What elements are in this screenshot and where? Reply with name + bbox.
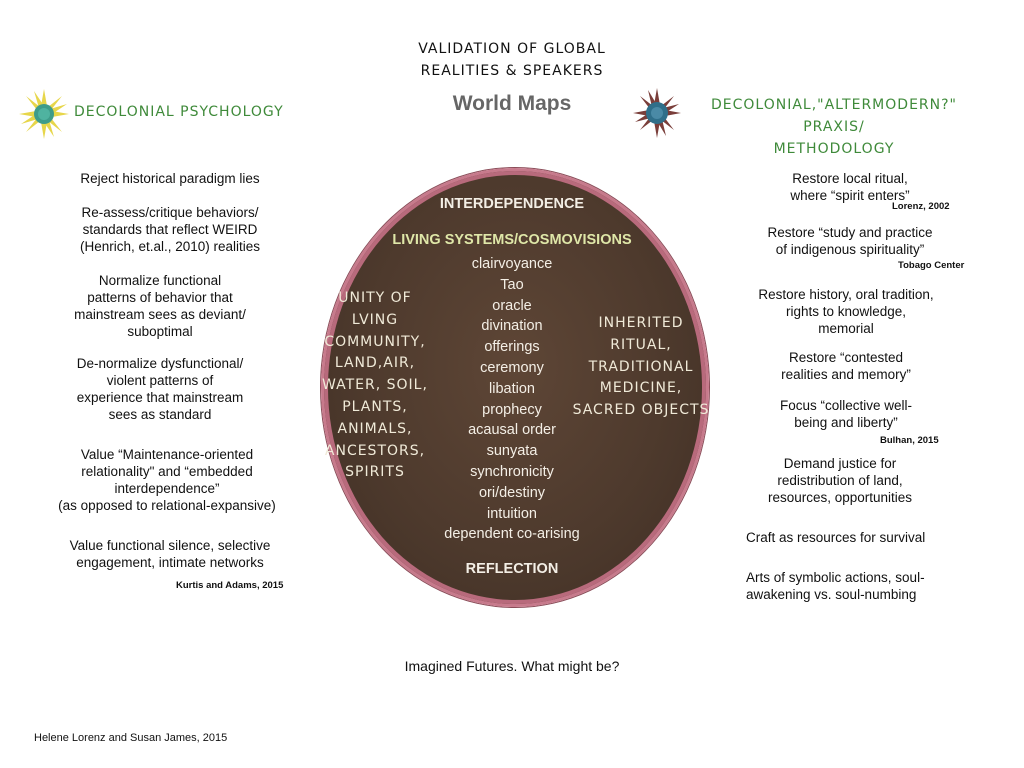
title-line-1: VALIDATION OF GLOBAL xyxy=(418,41,606,57)
citation-tobago: Tobago Center xyxy=(898,260,965,271)
circle-top-label: INTERDEPENDENCE xyxy=(439,196,585,212)
left-item-5-line-3: interdependence” xyxy=(114,481,220,496)
concept-item: dependent co-arising xyxy=(444,526,580,543)
right-item-8-line-1: Arts of symbolic actions, soul- xyxy=(746,570,925,585)
left-item-4-line-3: experience that mainstream xyxy=(76,390,244,405)
concept-item: acausal order xyxy=(468,422,556,439)
right-block-line: MEDICINE, xyxy=(599,380,683,397)
concept-item: ceremony xyxy=(480,359,544,376)
left-item-2-line-2: standards that reflect WEIRD xyxy=(82,222,258,237)
left-block-line: SPIRITS xyxy=(345,464,405,481)
concept-item: libation xyxy=(489,380,535,397)
left-item-4-line-1: De-normalize dysfunctional/ xyxy=(76,356,244,371)
concept-item: synchronicity xyxy=(470,463,554,480)
left-item-2-line-1: Re-assess/critique behaviors/ xyxy=(81,205,259,220)
left-citation: Kurtis and Adams, 2015 xyxy=(176,580,284,591)
title-line-2: REALITIES & SPEAKERS xyxy=(420,63,604,79)
right-item-6-line-1: Demand justice for xyxy=(783,456,897,471)
right-item-6-line-2: redistribution of land, xyxy=(777,473,903,488)
right-heading xyxy=(684,94,984,160)
starburst-icon xyxy=(632,86,682,140)
concept-item: oracle xyxy=(492,297,532,314)
left-block-line: COMMUNITY, xyxy=(324,333,426,350)
right-item-3-line-1: Restore history, oral tradition, xyxy=(758,287,934,302)
right-item-3-line-2: rights to knowledge, xyxy=(785,304,907,319)
concept-item: divination xyxy=(481,318,543,335)
right-item-5-line-2: being and liberty” xyxy=(794,415,898,430)
right-item-2-line-2: of indigenous spirituality” xyxy=(775,242,925,257)
concept-item: sunyata xyxy=(486,443,538,460)
right-item-5-line-1: Focus “collective well- xyxy=(779,398,913,413)
left-item-3-line-4: suboptimal xyxy=(127,324,193,339)
right-item-6 xyxy=(708,455,972,506)
left-block-line: UNITY OF xyxy=(338,290,412,306)
right-item-3-line-3: memorial xyxy=(818,321,874,336)
right-item-2 xyxy=(718,224,982,258)
circle-bottom-label: REFLECTION xyxy=(465,561,559,577)
right-block-line: SACRED OBJECTS xyxy=(572,402,710,419)
concept-item: clairvoyance xyxy=(471,256,553,272)
right-item-4 xyxy=(714,349,978,383)
left-item-6-line-2: engagement, intimate networks xyxy=(76,555,264,570)
left-item-5-line-1: Value “Maintenance-oriented xyxy=(80,447,254,462)
imagined-futures-text: Imagined Futures. What might be? xyxy=(404,658,620,674)
right-item-6-line-3: resources, opportunities xyxy=(767,490,913,505)
left-item-1 xyxy=(40,170,300,187)
sunburst-icon xyxy=(18,88,70,140)
left-item-3-line-2: patterns of behavior that xyxy=(87,290,233,305)
left-item-3-line-1: Normalize functional xyxy=(98,273,222,288)
concept-item: offerings xyxy=(484,339,540,356)
citation-lorenz: Lorenz, 2002 xyxy=(892,201,950,212)
right-block-line: RITUAL, xyxy=(610,336,672,353)
circle-right-block xyxy=(570,313,712,422)
right-item-2-line-1: Restore “study and practice xyxy=(767,225,933,240)
left-item-6 xyxy=(40,537,300,571)
right-item-1 xyxy=(720,170,980,204)
diagram-title xyxy=(380,38,644,82)
left-item-5-line-2: relationality" and “embedded xyxy=(81,464,253,479)
concept-item: ori/destiny xyxy=(478,484,546,501)
left-item-2-line-3: (Henrich, et.al., 2010) realities xyxy=(79,239,261,254)
right-item-1-line-1: Restore local ritual, xyxy=(792,171,908,186)
right-heading-line-1: DECOLONIAL,"ALTERMODERN?" PRAXIS/ xyxy=(711,97,957,135)
left-block-line: ANCESTORS, xyxy=(324,442,426,459)
left-block-line: ANIMALS, xyxy=(337,420,413,437)
concept-item: prophecy xyxy=(482,401,542,418)
left-block-line: WATER, SOIL, xyxy=(322,377,428,394)
right-item-8-line-2: awakening vs. soul-numbing xyxy=(746,587,917,602)
right-item-7 xyxy=(746,529,1010,546)
footer-credit: Helene Lorenz and Susan James, 2015 xyxy=(34,732,228,744)
right-heading-line-2: METHODOLOGY xyxy=(773,141,895,157)
right-item-4-line-1: Restore “contested xyxy=(788,350,904,365)
subtitle: World Maps xyxy=(452,92,572,115)
left-item-5 xyxy=(36,446,298,514)
right-item-4-line-2: realities and memory” xyxy=(781,367,911,382)
left-item-3-line-3: mainstream sees as deviant/ xyxy=(74,307,246,322)
circle-left-block xyxy=(322,288,428,484)
left-block-line: LVING xyxy=(351,311,399,328)
right-item-3 xyxy=(714,286,978,337)
left-item-4-line-4: sees as standard xyxy=(108,407,212,422)
left-item-2 xyxy=(40,204,300,255)
concept-item: intuition xyxy=(487,505,537,522)
left-item-4 xyxy=(30,355,290,423)
left-item-1-line-1: Reject historical paradigm lies xyxy=(80,171,260,186)
left-item-5-line-4: (as opposed to relational-expansive) xyxy=(58,498,276,513)
right-item-7-line-1: Craft as resources for survival xyxy=(746,530,926,545)
left-block-line: PLANTS, xyxy=(342,398,408,415)
left-heading: DECOLONIAL PSYCHOLOGY xyxy=(74,104,284,120)
right-block-line: INHERITED xyxy=(598,315,684,331)
left-item-6-line-1: Value functional silence, selective xyxy=(69,538,271,553)
right-item-1-line-2: where “spirit enters” xyxy=(790,188,910,203)
left-item-3 xyxy=(30,272,290,340)
right-item-5 xyxy=(714,397,978,431)
concept-item: Tao xyxy=(500,276,524,293)
citation-bulhan: Bulhan, 2015 xyxy=(880,435,939,446)
right-block-line: TRADITIONAL xyxy=(588,358,694,375)
left-block-line: LAND,AIR, xyxy=(334,355,416,372)
circle-living-systems-label: LIVING SYSTEMS/COSMOVISIONS xyxy=(392,232,632,248)
left-item-4-line-2: violent patterns of xyxy=(106,373,214,388)
right-item-8 xyxy=(746,569,1010,603)
